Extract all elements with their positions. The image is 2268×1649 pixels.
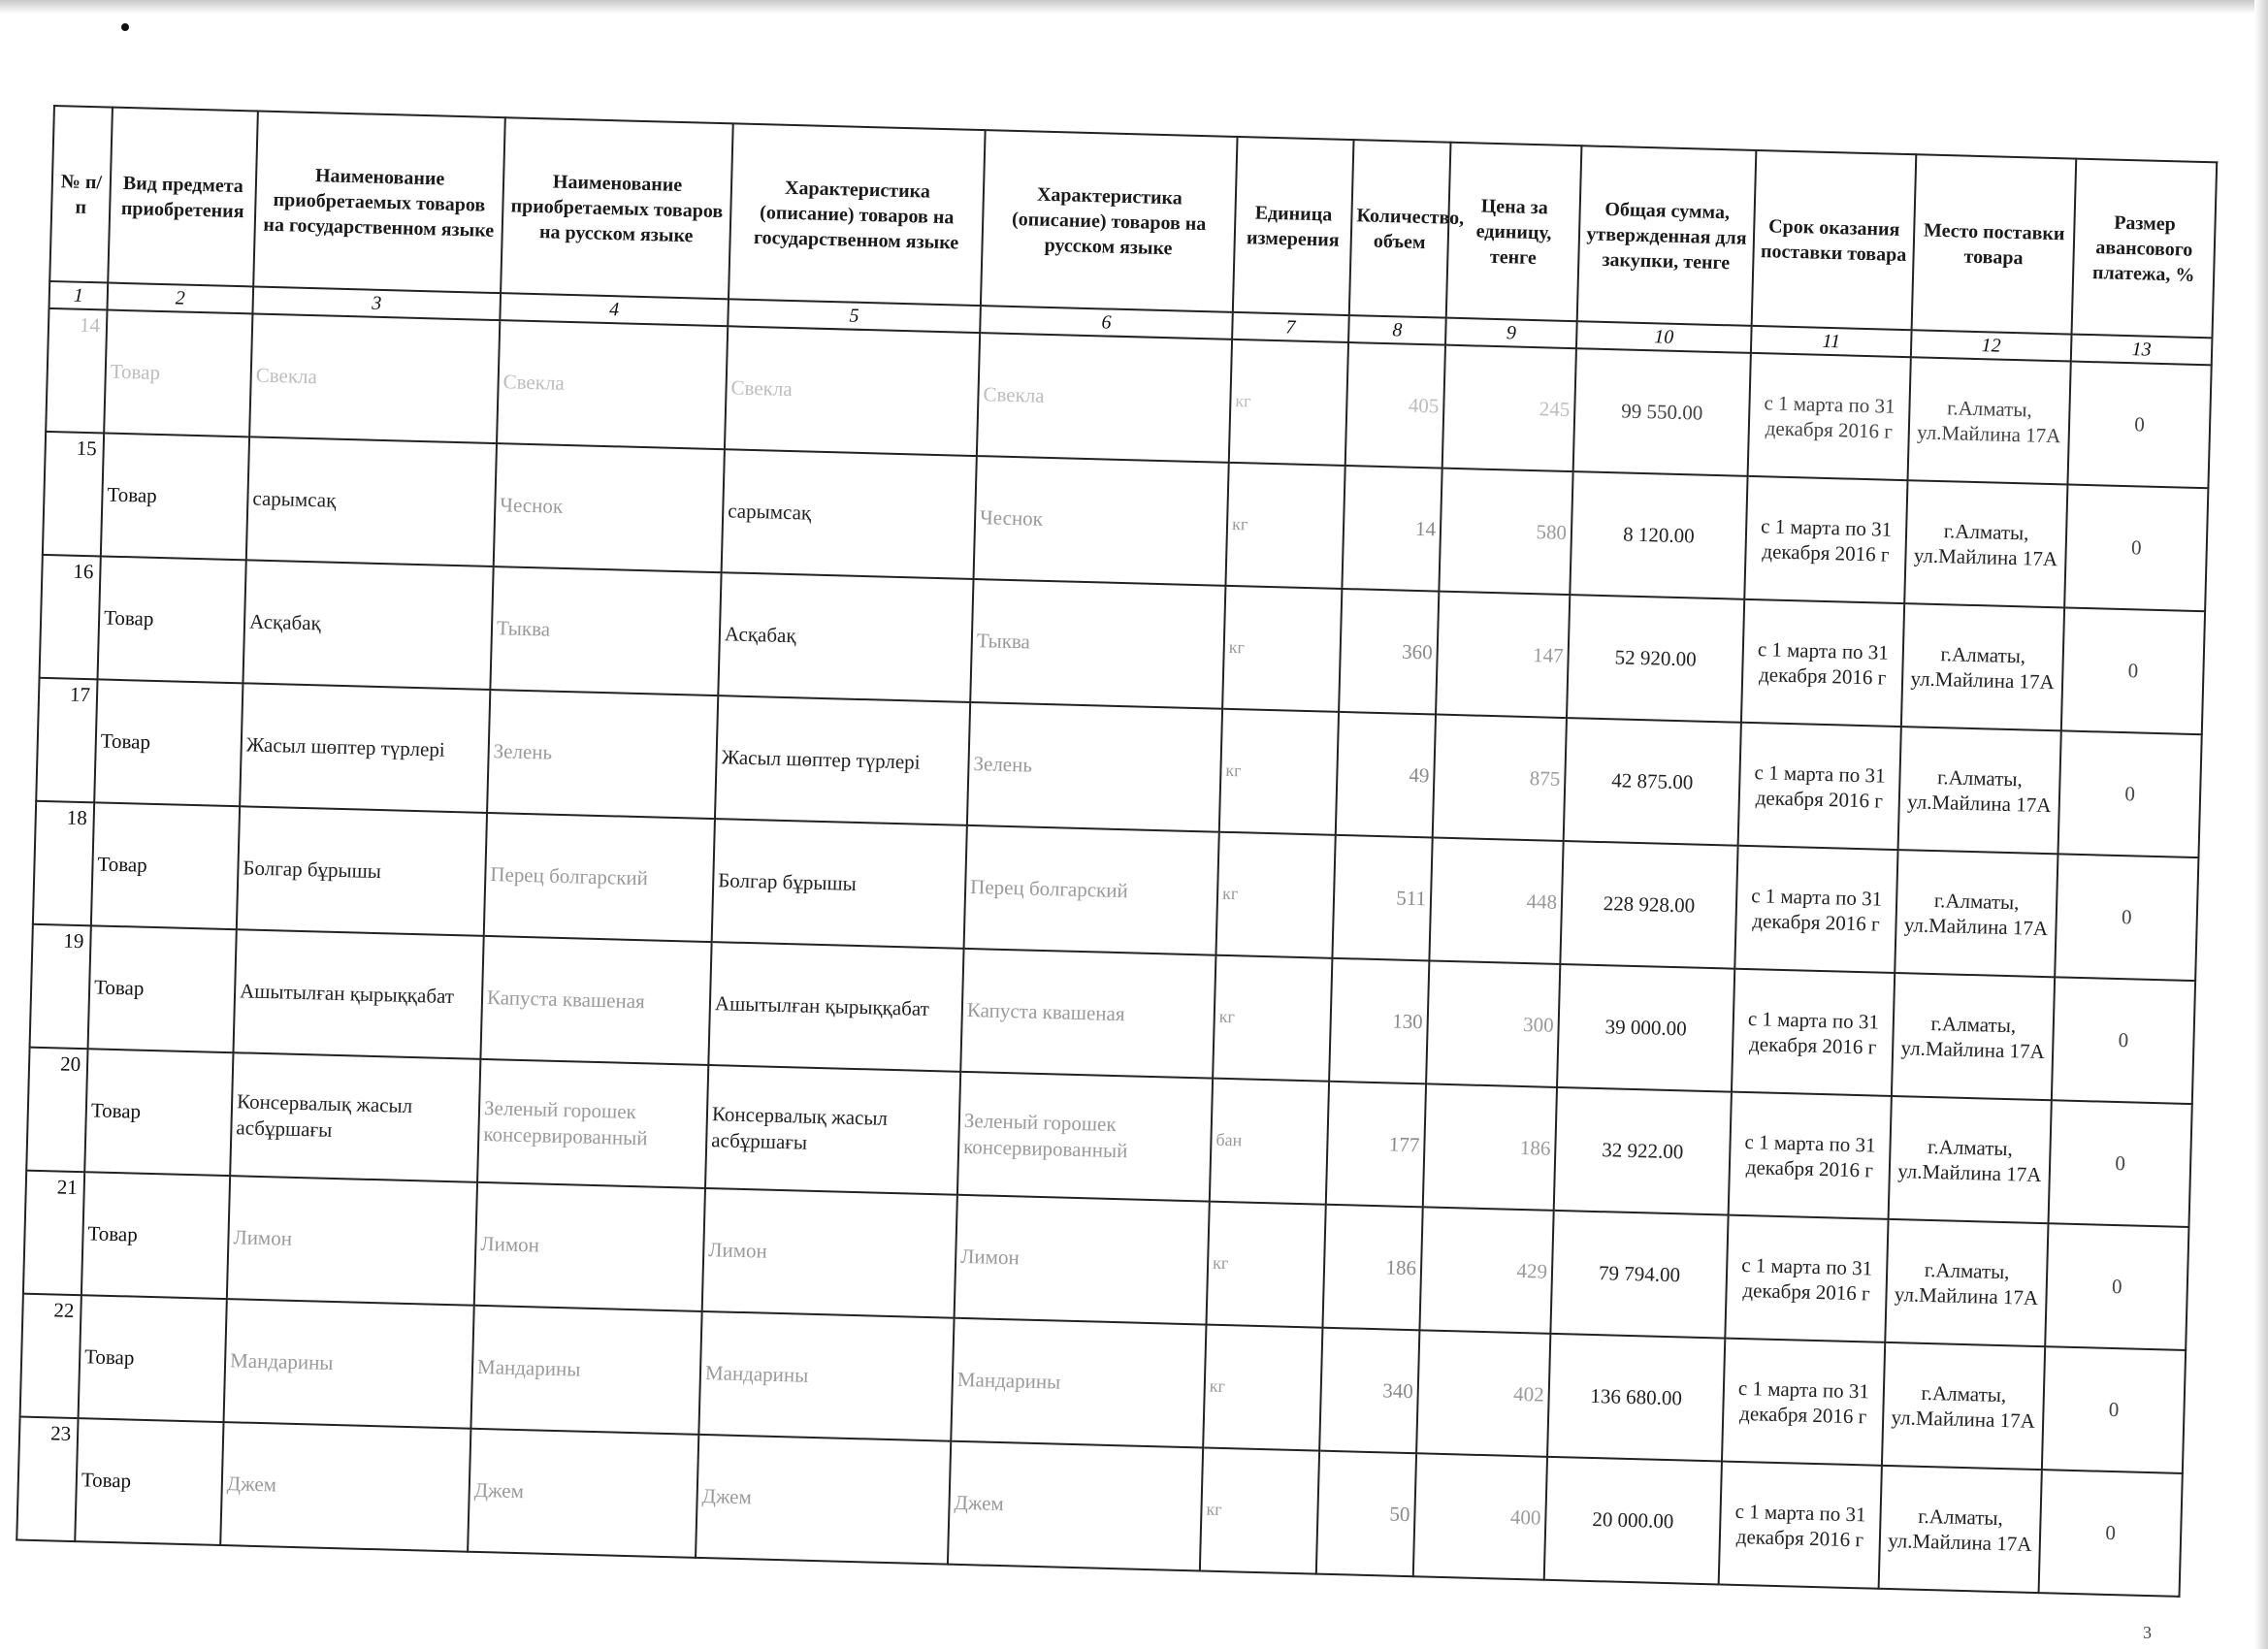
header-name-ru: Наименование приобретаемых товаров на русском языке xyxy=(501,117,733,299)
row-desc-ru: Лимон xyxy=(955,1195,1210,1325)
row-unit: кг xyxy=(1225,463,1345,589)
row-price: 245 xyxy=(1442,345,1576,471)
row-name-ru: Зеленый горошек консервированный xyxy=(477,1059,708,1188)
row-qty: 186 xyxy=(1322,1205,1422,1331)
row-unit: кг xyxy=(1200,1447,1319,1573)
row-price: 400 xyxy=(1413,1453,1547,1579)
row-number: 16 xyxy=(40,555,101,680)
row-advance: 0 xyxy=(2045,1223,2188,1350)
row-term: с 1 марта по 31 декабря 2016 г xyxy=(1741,599,1904,727)
row-advance: 0 xyxy=(2055,854,2198,981)
row-advance: 0 xyxy=(2042,1346,2186,1473)
row-price: 429 xyxy=(1419,1207,1553,1333)
row-desc-ru: Джем xyxy=(948,1441,1203,1571)
row-number: 23 xyxy=(16,1417,78,1542)
row-number: 18 xyxy=(33,801,94,926)
row-term: с 1 марта по 31 декабря 2016 г xyxy=(1719,1462,1882,1589)
row-place: г.Алматы, ул.Майлина 17А xyxy=(1889,1096,2052,1223)
row-kind: Товар xyxy=(84,1049,233,1176)
row-desc-kz: сарымсақ xyxy=(722,449,977,579)
row-qty: 511 xyxy=(1332,835,1432,961)
header-name-kz: Наименование приобретаемых товаров на государственном языке xyxy=(253,112,505,294)
row-unit: бан xyxy=(1210,1079,1329,1205)
row-number: 19 xyxy=(30,924,91,1050)
row-price: 402 xyxy=(1416,1330,1550,1456)
row-name-ru: Тыква xyxy=(490,566,721,695)
row-term: с 1 марта по 31 декабря 2016 г xyxy=(1748,353,1911,480)
row-name-kz: Ашытылған қырыққабат xyxy=(233,929,483,1059)
column-number: 3 xyxy=(252,286,501,320)
row-advance: 0 xyxy=(2064,484,2208,611)
column-number: 9 xyxy=(1445,318,1577,349)
row-desc-ru: Зелень xyxy=(967,702,1222,832)
row-name-kz: Асқабақ xyxy=(243,560,493,690)
row-advance: 0 xyxy=(2067,362,2211,489)
row-term: с 1 марта по 31 декабря 2016 г xyxy=(1744,476,1907,603)
header-advance: Размер авансового платежа, % xyxy=(2072,159,2218,339)
row-place: г.Алматы, ул.Майлина 17А xyxy=(1879,1466,2042,1593)
header-total: Общая сумма, утвержденная для закупки, тенге xyxy=(1577,146,1757,326)
row-advance: 0 xyxy=(2057,730,2201,857)
row-number: 20 xyxy=(26,1048,87,1173)
row-desc-ru: Перец болгарский xyxy=(964,825,1219,955)
row-place: г.Алматы, ул.Майлина 17А xyxy=(1882,1342,2045,1470)
header-qty: Количество, объем xyxy=(1349,140,1451,318)
row-kind: Товар xyxy=(75,1418,223,1545)
row-qty: 360 xyxy=(1339,589,1439,715)
row-name-kz: Жасыл шөптер түрлері xyxy=(240,683,490,813)
header-term: Срок оказания поставки товара xyxy=(1752,150,1917,330)
row-name-ru: Зелень xyxy=(487,690,718,819)
header-no: № п/п xyxy=(49,106,113,283)
row-place: г.Алматы, ул.Майлина 17А xyxy=(1895,850,2057,977)
row-place: г.Алматы, ул.Майлина 17А xyxy=(1885,1219,2048,1346)
row-total: 42 875.00 xyxy=(1564,718,1741,846)
row-name-ru: Мандарины xyxy=(470,1306,701,1435)
row-kind: Товар xyxy=(94,679,243,806)
header-unit: Единица измерения xyxy=(1233,137,1354,315)
row-advance: 0 xyxy=(2039,1470,2183,1597)
row-place: г.Алматы, ул.Майлина 17А xyxy=(1898,727,2061,854)
row-place: г.Алматы, ул.Майлина 17А xyxy=(1904,480,2067,607)
scan-edge-right xyxy=(2254,0,2268,1649)
scan-edge-top xyxy=(0,0,2268,14)
row-desc-kz: Жасыл шөптер түрлері xyxy=(715,695,970,825)
row-unit: кг xyxy=(1203,1325,1322,1451)
column-number: 13 xyxy=(2071,335,2213,366)
row-name-kz: Лимон xyxy=(227,1176,477,1306)
row-name-kz: Консервалық жасыл асбұршағы xyxy=(230,1052,480,1182)
row-place: г.Алматы, ул.Майлина 17А xyxy=(1892,973,2055,1100)
row-term: с 1 марта по 31 декабря 2016 г xyxy=(1725,1215,1888,1342)
column-number: 11 xyxy=(1751,326,1912,357)
row-name-ru: Лимон xyxy=(474,1182,705,1311)
row-desc-kz: Мандарины xyxy=(698,1311,954,1441)
row-number: 17 xyxy=(36,678,97,803)
column-number: 10 xyxy=(1576,321,1752,353)
row-qty: 49 xyxy=(1336,712,1436,838)
row-total: 39 000.00 xyxy=(1557,964,1734,1092)
row-advance: 0 xyxy=(2049,1100,2192,1227)
row-unit: кг xyxy=(1206,1202,1325,1328)
column-number: 2 xyxy=(107,283,253,314)
row-name-kz: Болгар бұрышы xyxy=(237,806,487,936)
row-desc-kz: Лимон xyxy=(702,1188,957,1318)
row-term: с 1 марта по 31 декабря 2016 г xyxy=(1732,969,1895,1096)
column-number: 1 xyxy=(49,281,109,310)
row-term: с 1 марта по 31 декабря 2016 г xyxy=(1738,723,1901,850)
row-number: 21 xyxy=(23,1171,84,1296)
page-number: 3 xyxy=(2143,1623,2152,1642)
row-name-kz: Мандарины xyxy=(224,1299,474,1429)
row-desc-ru: Свекла xyxy=(977,333,1232,463)
column-number: 7 xyxy=(1232,312,1349,342)
row-price: 300 xyxy=(1426,960,1560,1086)
row-place: г.Алматы, ул.Майлина 17А xyxy=(1908,357,2071,484)
procurement-table xyxy=(16,105,2218,1598)
row-qty: 405 xyxy=(1345,342,1445,469)
row-name-kz: Свекла xyxy=(249,313,500,443)
row-name-ru: Перец болгарский xyxy=(484,813,715,942)
row-name-ru: Джем xyxy=(468,1429,698,1558)
row-advance: 0 xyxy=(2061,607,2205,734)
row-total: 52 920.00 xyxy=(1567,595,1744,723)
row-name-ru: Капуста квашеная xyxy=(480,936,711,1065)
header-desc-kz: Характеристика (описание) товаров на государственном языке xyxy=(729,123,986,306)
row-name-ru: Свекла xyxy=(497,320,728,449)
row-kind: Товар xyxy=(79,1295,227,1422)
row-desc-ru: Капуста квашеная xyxy=(960,949,1215,1079)
row-price: 448 xyxy=(1429,837,1563,963)
header-kind: Вид предмета приобретения xyxy=(108,108,258,287)
row-total: 20 000.00 xyxy=(1544,1457,1722,1585)
column-number: 8 xyxy=(1348,315,1446,345)
row-name-kz: Джем xyxy=(220,1422,470,1552)
row-number: 22 xyxy=(20,1294,81,1419)
row-price: 147 xyxy=(1436,592,1570,718)
column-number: 4 xyxy=(500,293,729,326)
procurement-sheet xyxy=(16,105,2218,1598)
row-total: 136 680.00 xyxy=(1547,1334,1725,1462)
row-kind: Товар xyxy=(88,925,237,1052)
row-term: с 1 марта по 31 декабря 2016 г xyxy=(1734,846,1897,973)
column-number: 6 xyxy=(980,306,1233,340)
row-qty: 14 xyxy=(1342,466,1442,592)
row-term: с 1 марта по 31 декабря 2016 г xyxy=(1722,1339,1885,1466)
row-desc-kz: Болгар бұрышы xyxy=(712,819,967,949)
header-price: Цена за единицу, тенге xyxy=(1446,143,1582,321)
row-price: 186 xyxy=(1423,1083,1557,1210)
row-total: 79 794.00 xyxy=(1550,1211,1728,1339)
row-qty: 177 xyxy=(1326,1082,1426,1208)
row-name-ru: Чеснок xyxy=(494,443,725,572)
scan-speck xyxy=(121,23,129,31)
row-number: 15 xyxy=(43,432,104,557)
row-desc-kz: Консервалық жасыл асбұршағы xyxy=(705,1065,960,1195)
row-desc-ru: Чеснок xyxy=(974,456,1229,586)
row-number: 14 xyxy=(46,308,107,434)
row-unit: кг xyxy=(1213,955,1332,1082)
row-kind: Товар xyxy=(98,556,246,683)
header-desc-ru: Характеристика (описание) товаров на русском языке xyxy=(981,130,1238,312)
row-desc-ru: Тыква xyxy=(970,579,1225,709)
row-kind: Товар xyxy=(81,1172,230,1299)
row-desc-ru: Мандарины xyxy=(951,1318,1206,1448)
row-desc-kz: Свекла xyxy=(725,326,980,456)
row-unit: кг xyxy=(1215,832,1335,958)
row-qty: 130 xyxy=(1329,958,1429,1084)
row-name-kz: сарымсақ xyxy=(246,436,497,566)
row-unit: кг xyxy=(1222,586,1342,712)
row-desc-kz: Ашытылған қырыққабат xyxy=(708,942,963,1072)
row-total: 99 550.00 xyxy=(1573,348,1751,476)
row-advance: 0 xyxy=(2052,977,2195,1104)
row-kind: Товар xyxy=(101,433,249,560)
header-place: Место поставки товара xyxy=(1912,154,2077,334)
row-qty: 340 xyxy=(1319,1328,1419,1454)
row-total: 32 922.00 xyxy=(1554,1087,1732,1215)
row-qty: 50 xyxy=(1316,1451,1416,1577)
row-kind: Товар xyxy=(91,802,240,929)
row-price: 875 xyxy=(1433,715,1567,841)
column-number: 5 xyxy=(728,299,981,333)
row-desc-ru: Зеленый горошек консервированный xyxy=(957,1072,1213,1202)
row-total: 228 928.00 xyxy=(1560,841,1737,969)
row-unit: кг xyxy=(1229,340,1348,466)
row-kind: Товар xyxy=(104,310,252,437)
row-desc-kz: Джем xyxy=(696,1435,951,1565)
row-total: 8 120.00 xyxy=(1570,471,1747,599)
row-desc-kz: Асқабақ xyxy=(718,572,973,702)
row-term: с 1 марта по 31 декабря 2016 г xyxy=(1729,1092,1892,1219)
row-unit: кг xyxy=(1219,709,1339,835)
row-price: 580 xyxy=(1439,469,1572,595)
column-number: 12 xyxy=(1911,330,2072,361)
row-place: г.Алматы, ул.Майлина 17А xyxy=(1901,603,2064,730)
